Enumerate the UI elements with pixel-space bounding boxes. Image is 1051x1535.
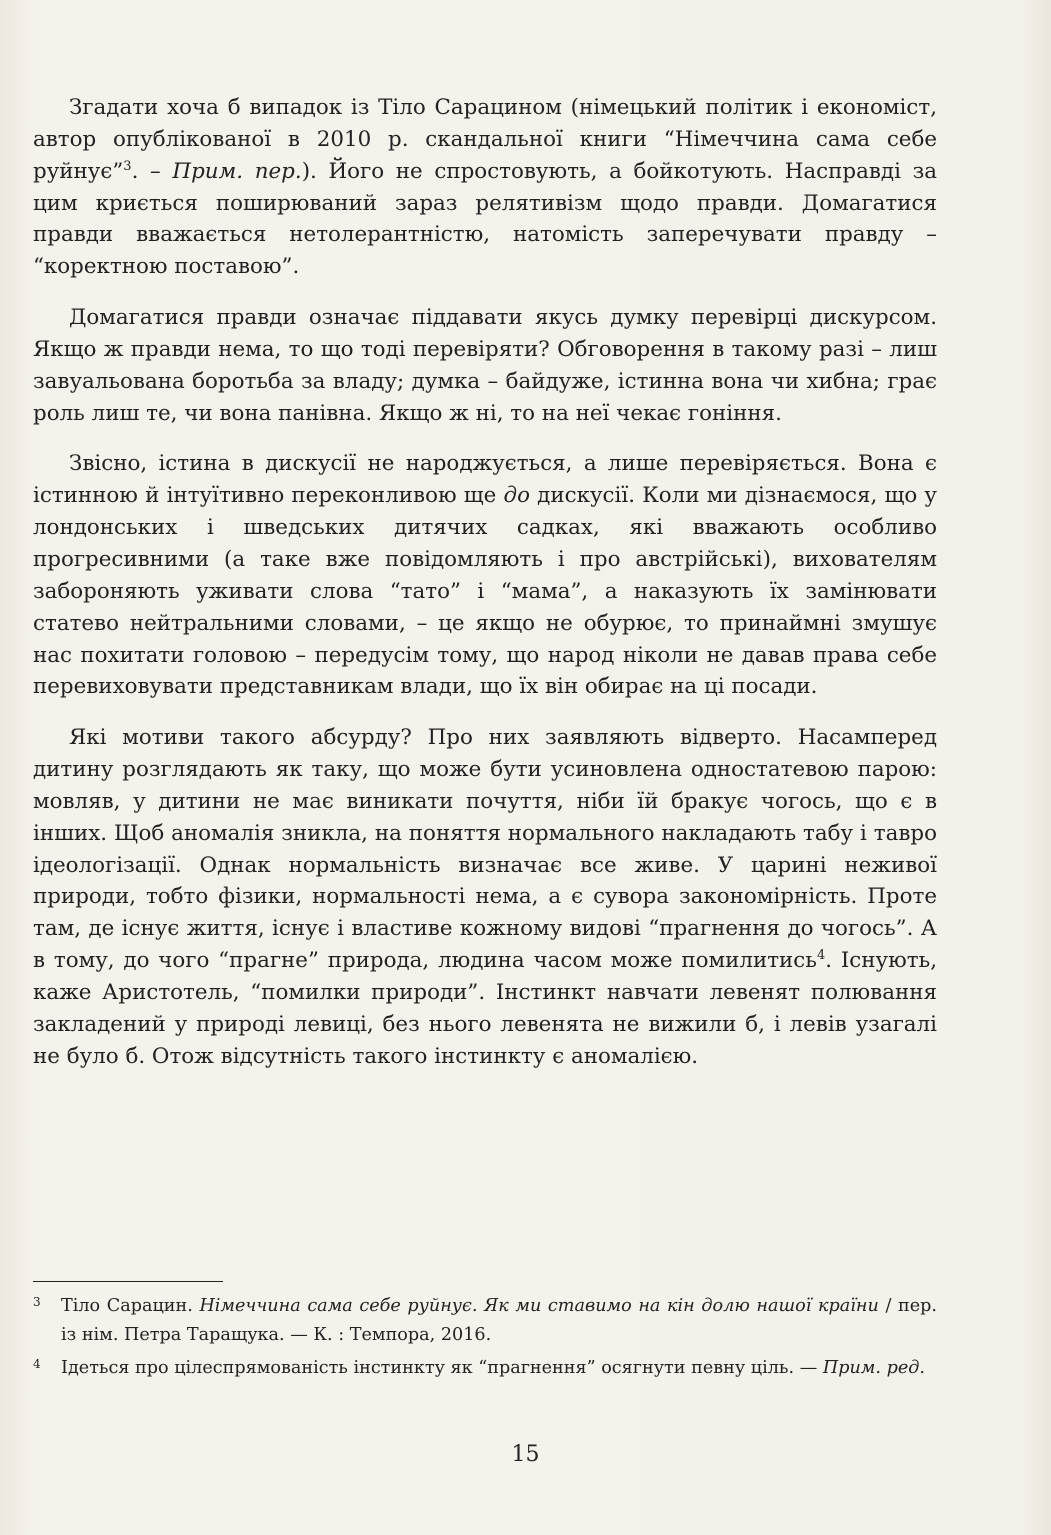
paragraph-4: Які мотиви такого абсурду? Про них заявляють відверто. Насамперед дитину розглядають як таку, що може бути усиновлена одностатевою парою: мовляв, у дитини не має виникати почуття, ніби їй бракує чогось, що є в інших. Щоб аномалія зникла, на поняття нормального накладають табу і тавро ідеологізації. Однак нормальність визначає все живе. У царині неживої природи, тобто фізики, нормальності нема, а є сувора закономірність. Проте там, де існує життя, існує і властиве кожному видові “прагнення до чогось”. А в тому, до чого “прагне” природа, людина часом може помилитись$^4$. Існують, каже Аристотель, “помилки природи”. Інстинкт навчати левенят полювання закладений у природі левиці, без нього левенята не вижили б, і левів узагалі не було б. Отож відсутність такого інстинкту є аномалією. [33, 725, 938, 1069]
footnote-4: 4 Ідеться про цілеспрямованість інстинкту як “прагнення” осягнути певну ціль. — Прим. ред. [33, 1354, 937, 1383]
footnote-number: 4 [33, 1357, 41, 1371]
footnote-separator [33, 1281, 223, 1282]
paragraph-3: Звісно, істина в дискусії не народжується, а лише перевіряється. Вона є істинною й інтуїтивно переконливою ще до дискусії. Коли ми дізнаємося, що у лондонських і шведських дитячих садках, які вважають особливо прогресивними (а таке вже повідомляють і про австрійські), вихователям забороняють уживати слова “тато” і “мама”, а наказують їх замінювати статево нейтральними словами, – це якщо не обурює, то принаймні змушує нас похитати головою – передусім тому, що народ ніколи не давав права себе перевиховувати представникам влади, що їх він обирає на ці посади. [33, 451, 938, 700]
footnote-3: 3 Тіло Сарацин. Німеччина сама себе руйнує. Як ми ставимо на кін долю нашої країни / пер. із нім. Петра Таращука. — К. : Темпора, 2016. [33, 1292, 937, 1350]
paragraph-2: Домагатися правди означає піддавати якусь думку перевірці дискурсом. Якщо ж правди нема, то що тоді перевіряти? Обговорення в такому разі – лиш завуальована боротьба за владу; думка – байдуже, істинна вона чи хибна; грає роль лиш те, чи вона панівна. Якщо ж ні, то на неї чекає гоніння. [33, 305, 937, 426]
body-text [33, 92, 937, 1072]
footnote-ref-4: 4 [816, 947, 826, 963]
footnote-number: 3 [33, 1295, 41, 1309]
paragraph-1: Згадати хоча б випадок із Тіло Сарацином (німецький політик і економіст, автор опублікованої в 2010 р. скандальної книги “Німеччина сама себе руйнує”$^3$. – Прим. пер.). Його не спростовують, а бойкотують. Насправді за цим криється поширюваний зараз релятивізм щодо правди. Домагатися правди вважається нетолерантністю, натомість заперечувати правду – “коректною поставою”. [33, 95, 937, 280]
footnote-ref-3: 3 [123, 158, 132, 174]
page-number: 15 [511, 1442, 540, 1467]
footnotes [33, 1292, 937, 1387]
